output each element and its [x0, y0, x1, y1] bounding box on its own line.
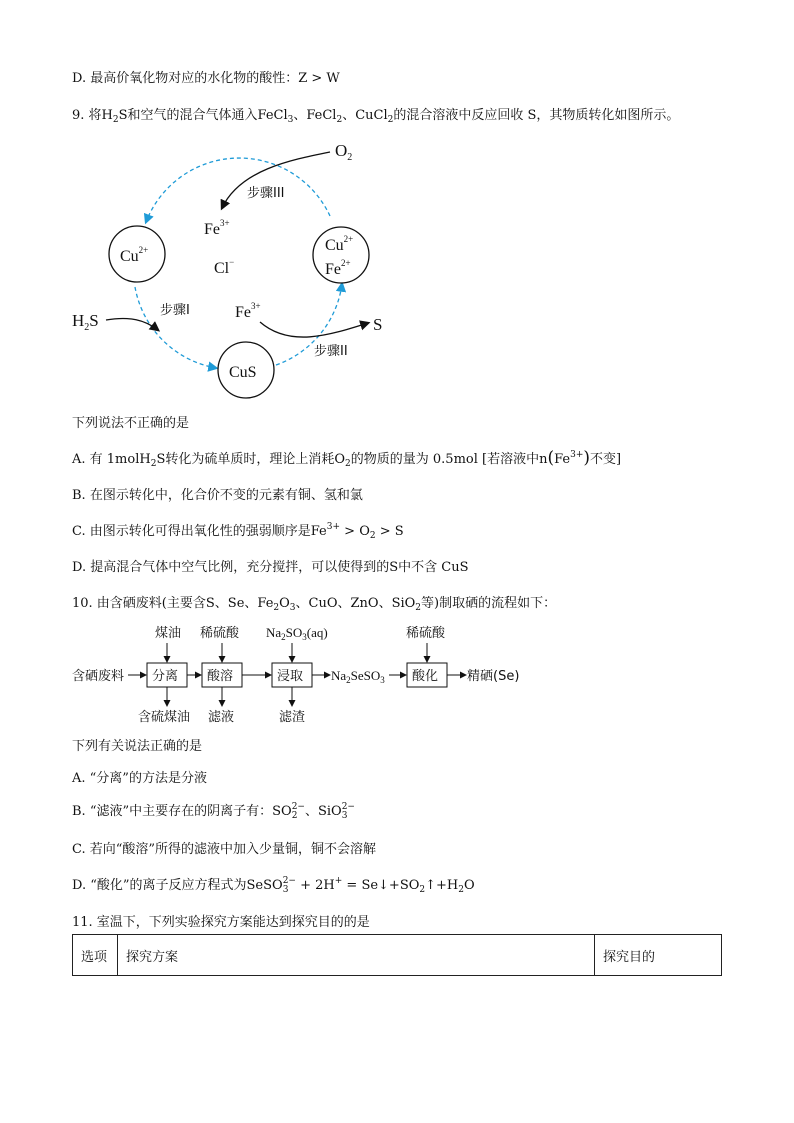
- filtrate-label: 滤液: [208, 710, 235, 725]
- h2s-label: $H_2S$: [72, 311, 99, 333]
- acid-dissolve-label: 酸溶: [207, 669, 234, 684]
- fe2-right-label: $Fe^{2+}$: [325, 258, 351, 278]
- na2so3-label: $Na_2SO_3(aq)$: [266, 625, 328, 642]
- question-10-option-b: B. “滤液”中主要存在的阴离子有：SO2− 2 、SiO2− 3: [72, 801, 355, 821]
- cus-label: CuS: [229, 364, 257, 381]
- question-9-title: 9. 将$H_2S$和空气的混合气体通入FeCl$_3$、FeCl$_2$、CuCl$_2$的混合溶液中反应回收 S，其物质转化如图所示。: [72, 108, 680, 125]
- question-9-option-b: B. 在图示转化中，化合价不变的元素有铜、氢和氯: [72, 488, 363, 503]
- o2-label: $O_2$: [335, 141, 353, 163]
- product-label: 精硒(Se): [467, 669, 520, 684]
- table-header-scheme: 探究方案: [118, 935, 595, 976]
- question-9-option-a: A. 有 1molH$_2$S转化为硫单质时，理论上消耗$O_2$的物质的量为 0.5mol [若溶液中$n(Fe^{3+})$不变]: [72, 448, 622, 469]
- h2s-arrow: [106, 318, 158, 330]
- question-10-stem: 下列有关说法正确的是: [72, 739, 203, 754]
- question-10-option-a: A. “分离”的方法是分液: [72, 771, 207, 786]
- cl-label: Cl−: [214, 257, 235, 277]
- question-11-table: [72, 934, 722, 976]
- leach-label: 浸取: [277, 669, 304, 684]
- s-out-arrow: [260, 322, 368, 337]
- cycle-arc-left: [135, 287, 216, 368]
- fe3-mid-label: $Fe^{3+}$: [235, 301, 261, 321]
- s-out-label: S: [373, 315, 383, 334]
- step2-label: 步骤II: [314, 344, 348, 359]
- question-10-option-d: D. “酸化”的离子反应方程式为SeSO2− $3 + 2H^+ = Se↓+SO_2↑+H_2O$: [72, 875, 475, 895]
- step3-label: 步骤III: [247, 186, 285, 201]
- feed-label: 含硒废料: [72, 669, 125, 684]
- question-10-title: 10. 由含硒废料(主要含S、Se、$Fe_2O_3$、CuO、ZnO、SiO$_2$等)制取硒的流程如下：: [72, 596, 557, 613]
- residue-label: 滤渣: [279, 710, 306, 725]
- option-d-prev-question: D. 最高价氧化物对应的水化物的酸性：Z > W: [72, 71, 340, 86]
- table-header-purpose: 探究目的: [595, 935, 722, 976]
- dilute-acid-label-2: 稀硫酸: [406, 626, 446, 641]
- separate-label: 分离: [152, 669, 179, 684]
- cu-fe-right-circle: [313, 227, 369, 283]
- cu2-right-label: $Cu^{2+}$: [325, 234, 354, 254]
- selenium-flow-diagram: [70, 618, 530, 728]
- fe3-top-label: $Fe^{3+}$: [204, 218, 230, 238]
- sulfur-kerosene-label: 含硫煤油: [138, 710, 191, 725]
- kerosene-label: 煤油: [155, 626, 182, 641]
- cycle-arc-top: [146, 158, 330, 222]
- question-10-option-c: C. 若向“酸溶”所得的滤液中加入少量铜，铜不会溶解: [72, 842, 377, 857]
- question-9-option-d: D. 提高混合气体中空气比例，充分搅拌，可以使得到的S中不含 CuS: [72, 560, 469, 575]
- table-header-option: 选项: [73, 935, 118, 976]
- acidify-label: 酸化: [412, 669, 439, 684]
- question-11-title: 11. 室温下，下列实验探究方案能达到探究目的的是: [72, 915, 370, 930]
- cu2-left-label: $Cu^{2+}$: [120, 245, 149, 265]
- step1-label: 步骤I: [160, 303, 190, 318]
- intermediate-label: $Na_2SeSO_3$: [331, 668, 385, 685]
- question-9-stem: 下列说法不正确的是: [72, 416, 190, 431]
- table-header-row: [73, 935, 722, 976]
- conversion-cycle-diagram: [60, 130, 420, 410]
- question-9-option-c: C. 由图示转化可得出氧化性的强弱顺序是$Fe^{3+} > O_2 > S$: [72, 522, 404, 541]
- dilute-acid-label-1: 稀硫酸: [200, 626, 240, 641]
